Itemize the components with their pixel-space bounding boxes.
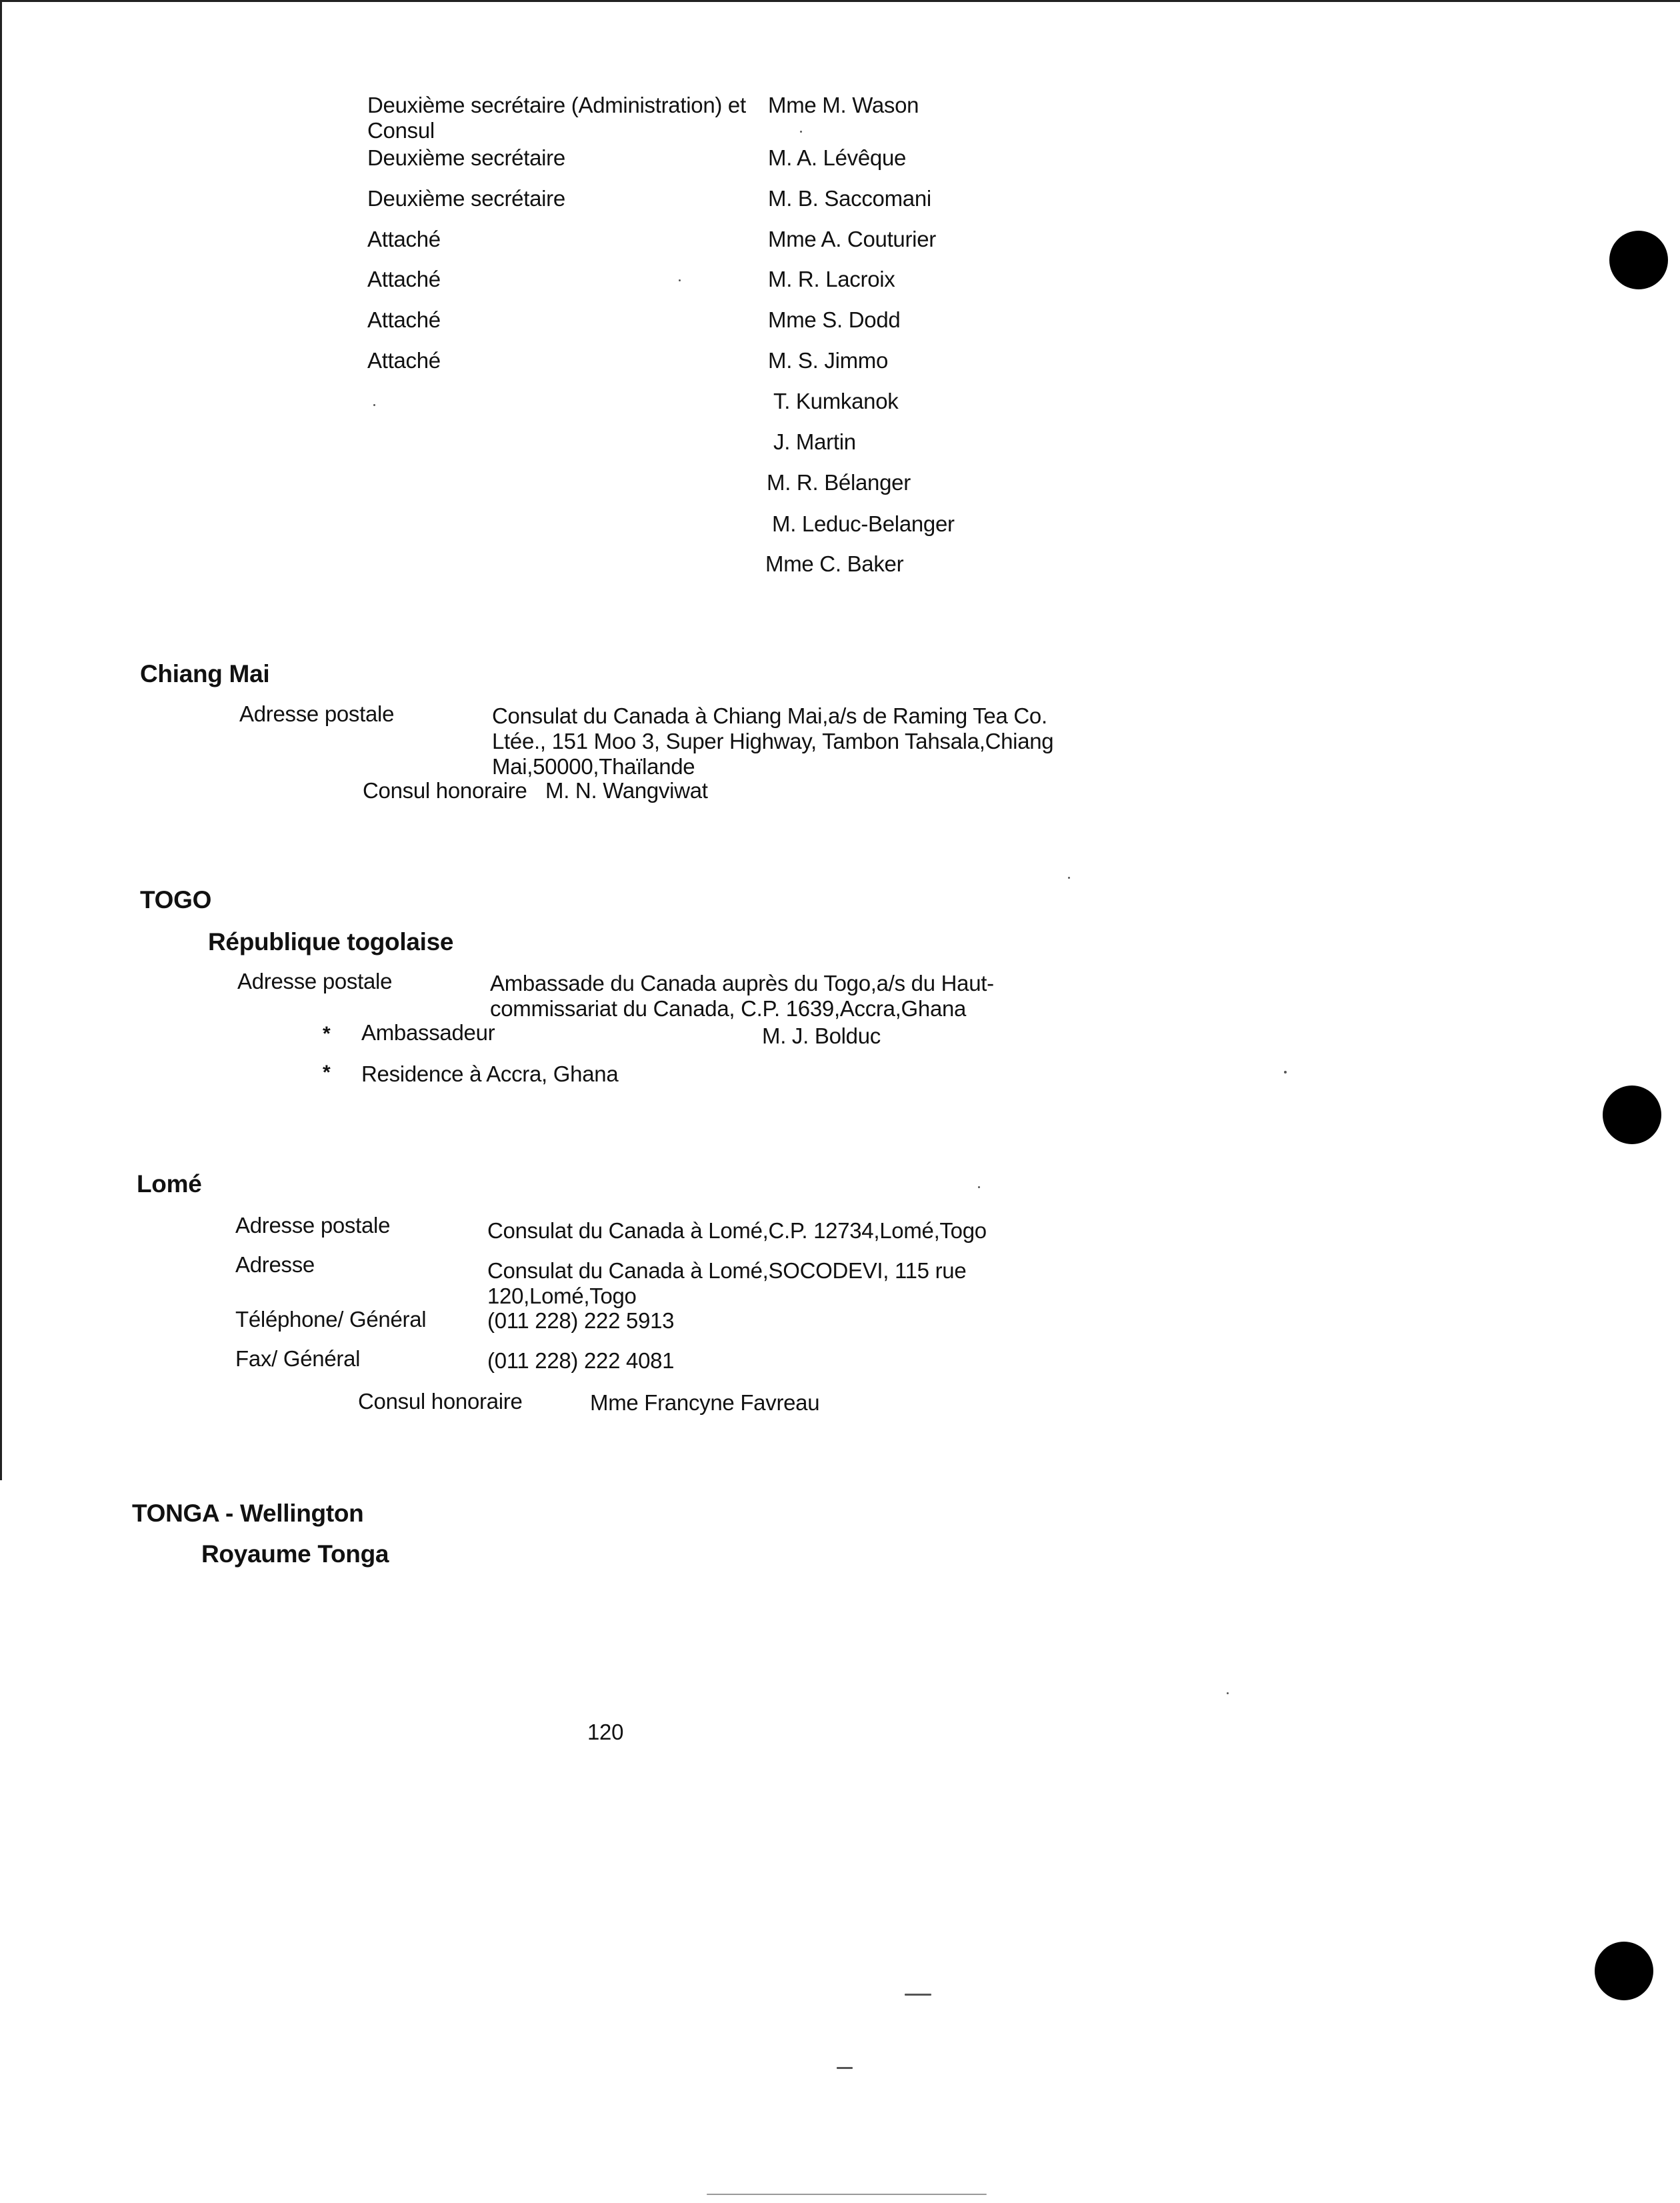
consul-name: Mme Francyne Favreau [590, 1390, 820, 1415]
staff-title: Attaché [367, 348, 441, 373]
scan-speck [373, 404, 375, 406]
country-heading-togo: TOGO [140, 886, 212, 913]
staff-title: Attaché [367, 267, 441, 291]
punch-hole [1609, 231, 1668, 289]
scan-speck [978, 1186, 980, 1188]
scan-speck [1284, 1071, 1287, 1073]
postal-value: Ambassade du Canada auprès du Togo,a/s du Haut-commissariat du Canada, C.P. 1639,Accra,Ghana [490, 971, 994, 1021]
scan-speck [1227, 1692, 1229, 1694]
scan-speck [679, 279, 681, 281]
scan-top-edge [0, 0, 1680, 2]
scan-speck [800, 131, 802, 133]
consul-name: M. N. Wangviwat [545, 778, 708, 803]
section-heading-lome: Lomé [137, 1170, 202, 1198]
scan-speck [1068, 877, 1070, 879]
staff-title: Attaché [367, 227, 441, 251]
section-heading-chiang-mai: Chiang Mai [140, 660, 270, 687]
staff-name: Mme M. Wason [768, 93, 919, 117]
scan-speck [905, 1994, 931, 1996]
address-label: Adresse [235, 1252, 315, 1277]
punch-hole [1603, 1085, 1661, 1144]
ambassador-name: M. J. Bolduc [762, 1023, 881, 1048]
staff-title: Deuxième secrétaire [367, 186, 565, 211]
phone-value: (011 228) 222 5913 [487, 1308, 675, 1333]
country-subheading: Royaume Tonga [201, 1540, 389, 1568]
scan-left-edge [0, 0, 2, 1480]
page-number: 120 [587, 1720, 624, 1744]
residence-note: Residence à Accra, Ghana [361, 1061, 619, 1086]
scan-speck [837, 2067, 853, 2069]
staff-title: Deuxième secrétaire [367, 145, 565, 170]
staff-name: M. S. Jimmo [768, 348, 889, 373]
postal-label: Adresse postale [235, 1213, 391, 1238]
staff-name: T. Kumkanok [773, 389, 899, 413]
postal-value: Consulat du Canada à Lomé,C.P. 12734,Lomé,Togo [487, 1218, 987, 1243]
staff-title: Deuxième secrétaire (Administration) et Consul [367, 93, 746, 143]
fax-label: Fax/ Général [235, 1346, 361, 1371]
consul-label: Consul honoraire [363, 778, 527, 803]
staff-name: Mme A. Couturier [768, 227, 936, 251]
punch-hole [1595, 1942, 1653, 2000]
consul-label: Consul honoraire [358, 1389, 523, 1414]
staff-name: J. Martin [773, 429, 856, 454]
phone-label: Téléphone/ Général [235, 1307, 427, 1332]
staff-name: M. B. Saccomani [768, 186, 931, 211]
postal-label: Adresse postale [239, 701, 395, 726]
country-heading-tonga: TONGA - Wellington [132, 1500, 364, 1527]
address-value: Consulat du Canada à Lomé,SOCODEVI, 115 rue 120,Lomé,Togo [487, 1258, 967, 1308]
bullet-marker: * [323, 1061, 331, 1083]
staff-name: Mme C. Baker [765, 551, 904, 576]
staff-name: M. A. Lévêque [768, 145, 907, 170]
staff-name: M. R. Lacroix [768, 267, 895, 291]
ambassador-label: Ambassadeur [361, 1020, 495, 1045]
postal-label: Adresse postale [237, 969, 393, 993]
fax-value: (011 228) 222 4081 [487, 1348, 675, 1373]
staff-title: Attaché [367, 307, 441, 332]
staff-name: Mme S. Dodd [768, 307, 901, 332]
country-subheading: République togolaise [208, 928, 454, 955]
postal-value: Consulat du Canada à Chiang Mai,a/s de Raming Tea Co. Ltée., 151 Moo 3, Super Highway, Tambon Tahsala,Chiang Mai,50000,Thaïlande [492, 703, 1054, 779]
staff-name: M. Leduc-Belanger [772, 511, 955, 536]
staff-name: M. R. Bélanger [767, 470, 911, 495]
bullet-marker: * [323, 1023, 331, 1045]
scan-speck [707, 2194, 987, 2195]
